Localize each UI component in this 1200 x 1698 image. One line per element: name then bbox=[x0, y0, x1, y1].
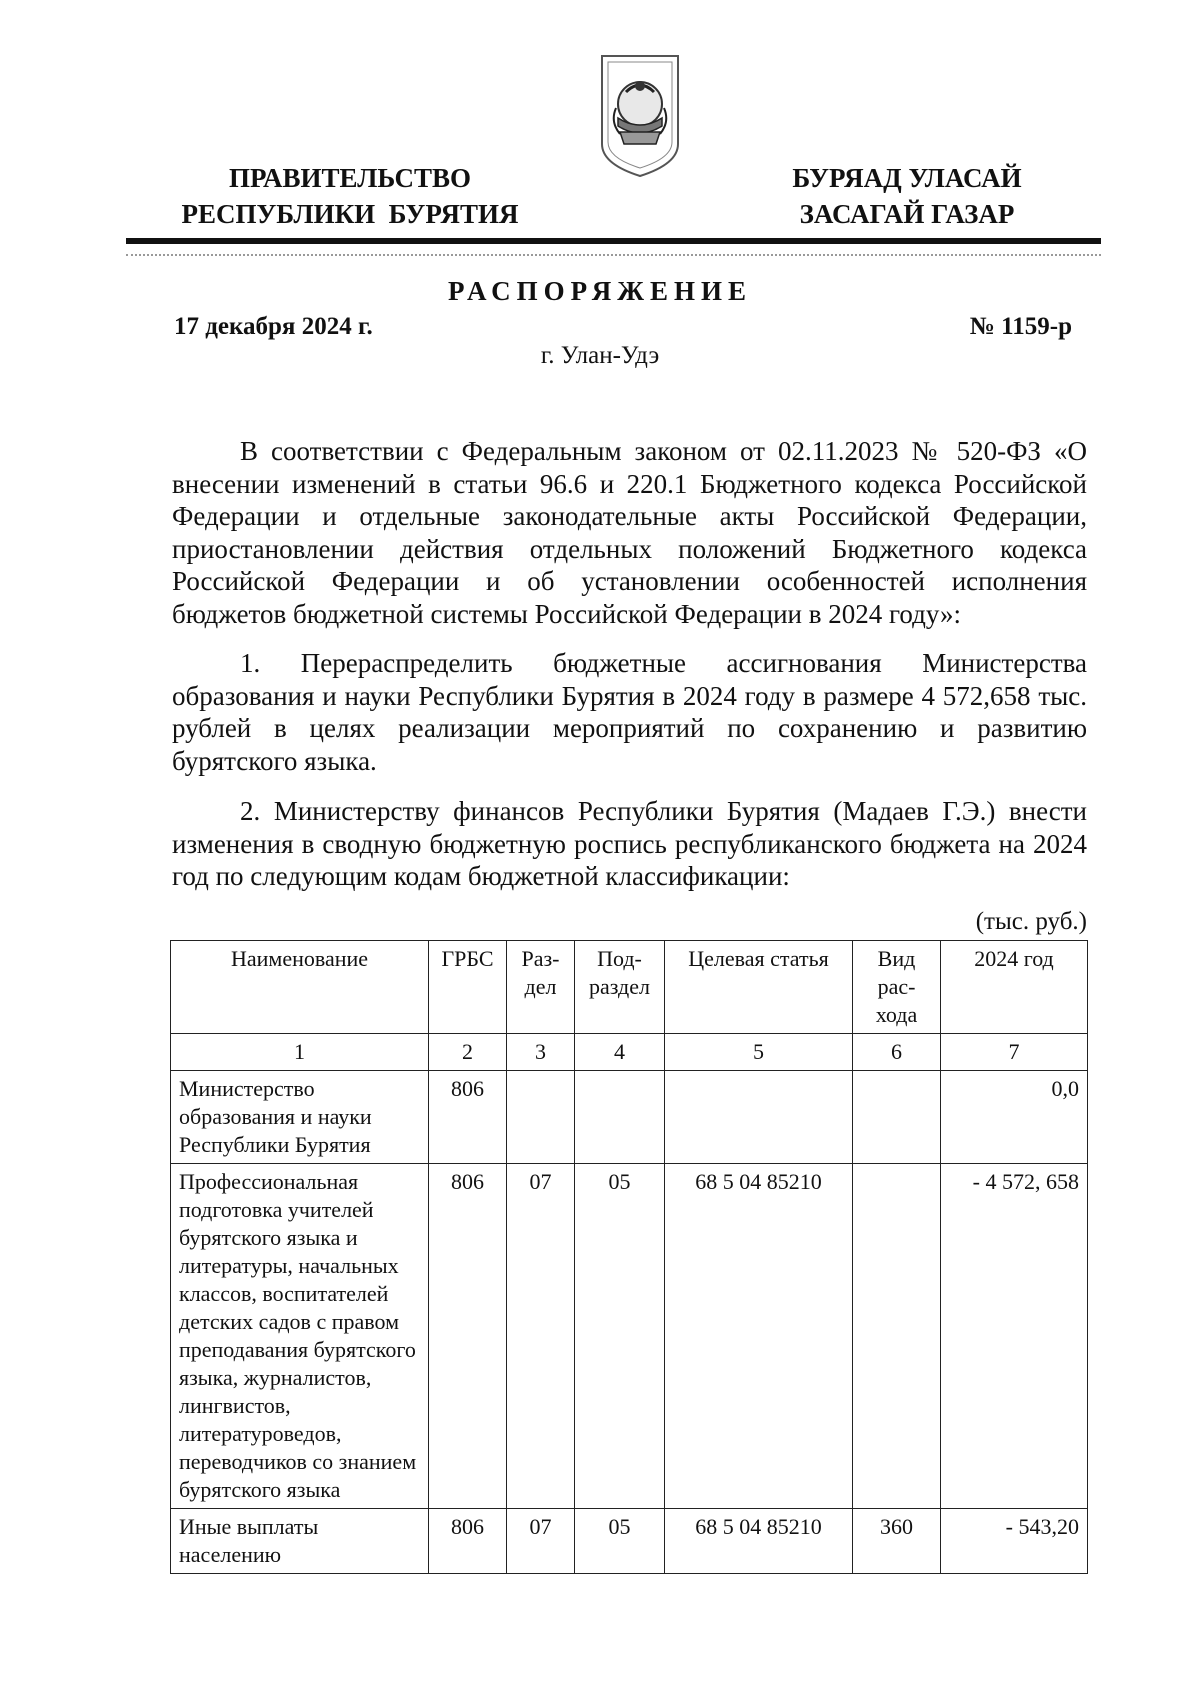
table-unit-label: (тыс. руб.) bbox=[975, 908, 1087, 935]
row-celevaya: 68 5 04 85210 bbox=[665, 1164, 853, 1509]
header-grbs: ГРБС bbox=[429, 941, 507, 1034]
header-left bbox=[165, 160, 535, 232]
column-number: 6 bbox=[853, 1034, 941, 1071]
item1-text-after: тыс. рублей в целях реализации мероприятий по сохранению и развитию бурятского языка. bbox=[172, 680, 1087, 776]
table-row bbox=[171, 1509, 1088, 1574]
document-number: № 1159-р bbox=[969, 313, 1072, 340]
row-razdel: 07 bbox=[507, 1164, 575, 1509]
row-grbs: 806 bbox=[429, 1509, 507, 1574]
row-razdel bbox=[507, 1071, 575, 1164]
document-title: РАСПОРЯЖЕНИЕ bbox=[447, 276, 753, 306]
item1-text-before: 1. Перераспределить бюджетные ассигнования Министерства образования и науки Республики Бурятия в 2024 году в размере bbox=[172, 648, 1087, 711]
table-header-row bbox=[171, 941, 1088, 1034]
row-name: Профессиональная подготовка учителей бурятского языка и литературы, начальных классов, воспитателей детских садов с правом преподавания бурятского языка, журналистов, лингвистов, литературоведов, переводчиков со знанием бурятского языка bbox=[171, 1164, 429, 1509]
document-city: г. Улан-Удэ bbox=[540, 342, 660, 369]
preamble-paragraph bbox=[172, 435, 1087, 630]
document-date: 17 декабря 2024 г. bbox=[174, 313, 373, 340]
row-celevaya bbox=[665, 1071, 853, 1164]
row-vid bbox=[853, 1164, 941, 1509]
row-razdel: 07 bbox=[507, 1509, 575, 1574]
column-number: 5 bbox=[665, 1034, 853, 1071]
row-vid: 360 bbox=[853, 1509, 941, 1574]
row-podrazdel: 05 bbox=[575, 1164, 665, 1509]
header-year: 2024 год bbox=[941, 941, 1088, 1034]
row-podrazdel: 05 bbox=[575, 1509, 665, 1574]
header-divider bbox=[126, 238, 1101, 244]
row-podrazdel bbox=[575, 1071, 665, 1164]
row-year-value: - 543,20 bbox=[941, 1509, 1088, 1574]
item1-paragraph bbox=[172, 647, 1087, 777]
row-name: Министерство образования и науки Республики Бурятия bbox=[171, 1071, 429, 1164]
header-podrazdel: Под-раздел bbox=[575, 941, 665, 1034]
column-number: 4 bbox=[575, 1034, 665, 1071]
column-number: 2 bbox=[429, 1034, 507, 1071]
column-number: 7 bbox=[941, 1034, 1088, 1071]
row-celevaya: 68 5 04 85210 bbox=[665, 1509, 853, 1574]
column-number: 3 bbox=[507, 1034, 575, 1071]
preamble-text: В соответствии с Федеральным законом от 02.11.2023 № 520-ФЗ «О внесении изменений в статьи 96.6 и 220.1 Бюджетного кодекса Российской Федерации и отдельные законодательные акты Российской Федерации, приостановлении действия отдельных положений Бюджетного кодекса Российской Федерации и об установлении особенностей исполнения бюджетов бюджетной системы Российской Федерации в 2024 году»: bbox=[172, 436, 1087, 629]
header-name: Наименование bbox=[171, 941, 429, 1034]
header-celevaya: Целевая статья bbox=[665, 941, 853, 1034]
header-right bbox=[772, 160, 1042, 232]
table-row bbox=[171, 1164, 1088, 1509]
table-column-number-row bbox=[171, 1034, 1088, 1071]
column-number: 1 bbox=[171, 1034, 429, 1071]
header-right-line2: ЗАСАГАЙ ГАЗАР bbox=[799, 199, 1015, 229]
item2-text: 2. Министерству финансов Республики Бурятия (Мадаев Г.Э.) внести изменения в сводную бюджетную роспись республиканского бюджета на 2024 год по следующим кодам бюджетной классификации: bbox=[172, 796, 1087, 891]
row-vid bbox=[853, 1071, 941, 1164]
coat-of-arms-icon bbox=[596, 52, 684, 180]
header-dotted-divider bbox=[126, 254, 1101, 256]
header-razdel: Раз-дел bbox=[507, 941, 575, 1034]
row-name: Иные выплаты населению bbox=[171, 1509, 429, 1574]
item2-paragraph bbox=[172, 795, 1087, 893]
row-grbs: 806 bbox=[429, 1164, 507, 1509]
budget-table bbox=[170, 940, 1088, 1574]
header-left-line1: ПРАВИТЕЛЬСТВО bbox=[228, 163, 472, 193]
row-year-value: - 4 572, 658 bbox=[941, 1164, 1088, 1509]
header-left-line2: РЕСПУБЛИКИ БУРЯТИЯ bbox=[181, 199, 519, 229]
header-right-line1: БУРЯАД УЛАСАЙ bbox=[792, 163, 1022, 193]
header-vid: Вид рас-хода bbox=[853, 941, 941, 1034]
table-row bbox=[171, 1071, 1088, 1164]
item1-amount: 4 572,658 bbox=[921, 680, 1031, 711]
row-year-value: 0,0 bbox=[941, 1071, 1088, 1164]
row-grbs: 806 bbox=[429, 1071, 507, 1164]
